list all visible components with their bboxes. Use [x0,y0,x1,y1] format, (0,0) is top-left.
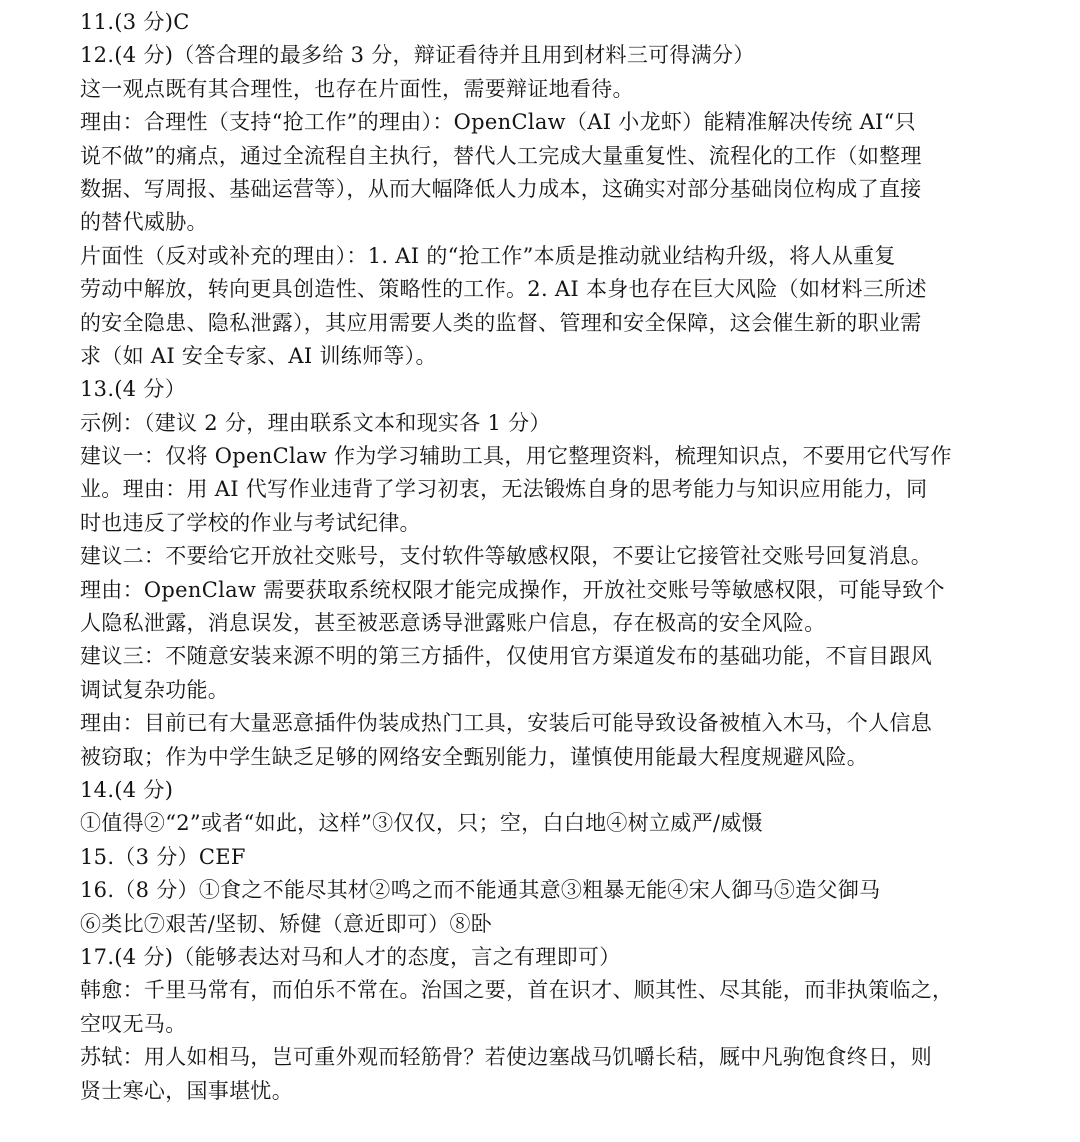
answer-17-line: 韩愈：千里马常有，而伯乐不常在。治国之要，首在识才、顺其性、尽其能，而非执策临之， [80,978,954,1003]
answer-12-line: 理由：合理性（支持“抢工作”的理由）：OpenClaw（AI 小龙虾）能精准解决传统 AI“只 [80,110,916,135]
answer-12-line: 的安全隐患、隐私泄露），其应用需要人类的监督、管理和安全保障，这会催生新的职业需 [80,310,922,335]
answer-13-line: 建议一：仅将 OpenClaw 作为学习辅助工具，用它整理资料，梳理知识点，不要用它代写作 [80,444,952,469]
answer-16-line: 16.（8 分）①食之不能尽其材②鸣之而不能通其意③粗暴无能④宋人御马⑤造父御马 [80,878,881,903]
answer-14-heading: 14.(4 分) [80,777,174,802]
answer-13-line: 业。理由：用 AI 代写作业违背了学习初衷，无法锻炼自身的思考能力与知识应用能力，同 [80,477,928,502]
answer-13-line: 被窃取；作为中学生缺乏足够的网络安全甄别能力，谨慎使用能最大程度规避风险。 [80,744,869,769]
answer-12-line: 的替代威胁。 [80,210,208,235]
answer-12-line: 这一观点既有其合理性，也存在片面性，需要辩证地看待。 [80,76,634,101]
answer-11: 11.(3 分)C [80,10,190,34]
answer-13-line: 建议二：不要给它开放社交账号，支付软件等敏感权限，不要让它接管社交账号回复消息。 [80,544,932,569]
answer-13-line: 理由：目前已有大量恶意插件伪装成热门工具，安装后可能导致设备被植入木马，个人信息 [80,711,932,736]
answer-13-line: 调试复杂功能。 [80,677,230,702]
answer-15: 15.（3 分）CEF [80,844,246,869]
answer-16-line: ⑥类比⑦艰苦/坚韧、矫健（意近即可）⑧卧 [80,911,493,936]
answer-13-heading: 13.(4 分） [80,377,187,402]
answer-12-line: 求（如 AI 安全专家、AI 训练师等）。 [80,343,437,368]
answer-12-line: 说不做”的痛点，通过全流程自主执行，替代人工完成大量重复性、流程化的工作（如整理 [80,143,922,168]
answer-12-line: 数据、写周报、基础运营等），从而大幅降低人力成本，这确实对部分基础岗位构成了直接 [80,176,922,201]
answer-12-line: 片面性（反对或补充的理由）：1. AI 的“抢工作”本质是推动就业结构升级，将人从重复 [80,243,896,268]
answer-key-document [80,6,1000,1108]
answer-17-line: 空叹无马。 [80,1011,187,1036]
answer-13-line: 时也违反了学校的作业与考试纪律。 [80,510,421,535]
answer-13-line: 人隐私泄露，消息误发，甚至被恶意诱导泄露账户信息，存在极高的安全风险。 [80,611,826,636]
answer-12-line: 劳动中解放，转向更具创造性、策略性的工作。2. AI 本身也存在巨大风险（如材料三所述 [80,277,927,302]
answer-17-heading: 17.(4 分)（能够表达对马和人才的态度，言之有理即可） [80,944,621,969]
answer-13-line: 理由：OpenClaw 需要获取系统权限才能完成操作，开放社交账号等敏感权限，可能导致个 [80,577,945,602]
answer-14-line: ①值得②“2”或者“如此，这样”③仅仅，只；空，白白地④树立威严/威慑 [80,811,763,836]
answer-17-line: 苏轼：用人如相马，岂可重外观而轻筋骨？若使边塞战马饥嚼长秸，厩中凡驹饱食终日，则 [80,1045,932,1070]
answer-12-heading: 12.(4 分)（答合理的最多给 3 分，辩证看待并且用到材料三可得满分） [80,43,755,68]
answer-13-line: 建议三：不随意安装来源不明的第三方插件，仅使用官方渠道发布的基础功能，不盲目跟风 [80,644,932,669]
answer-13-line: 示例：（建议 2 分，理由联系文本和现实各 1 分） [80,410,551,435]
answer-17-line: 贤士寒心，国事堪忧。 [80,1078,293,1103]
